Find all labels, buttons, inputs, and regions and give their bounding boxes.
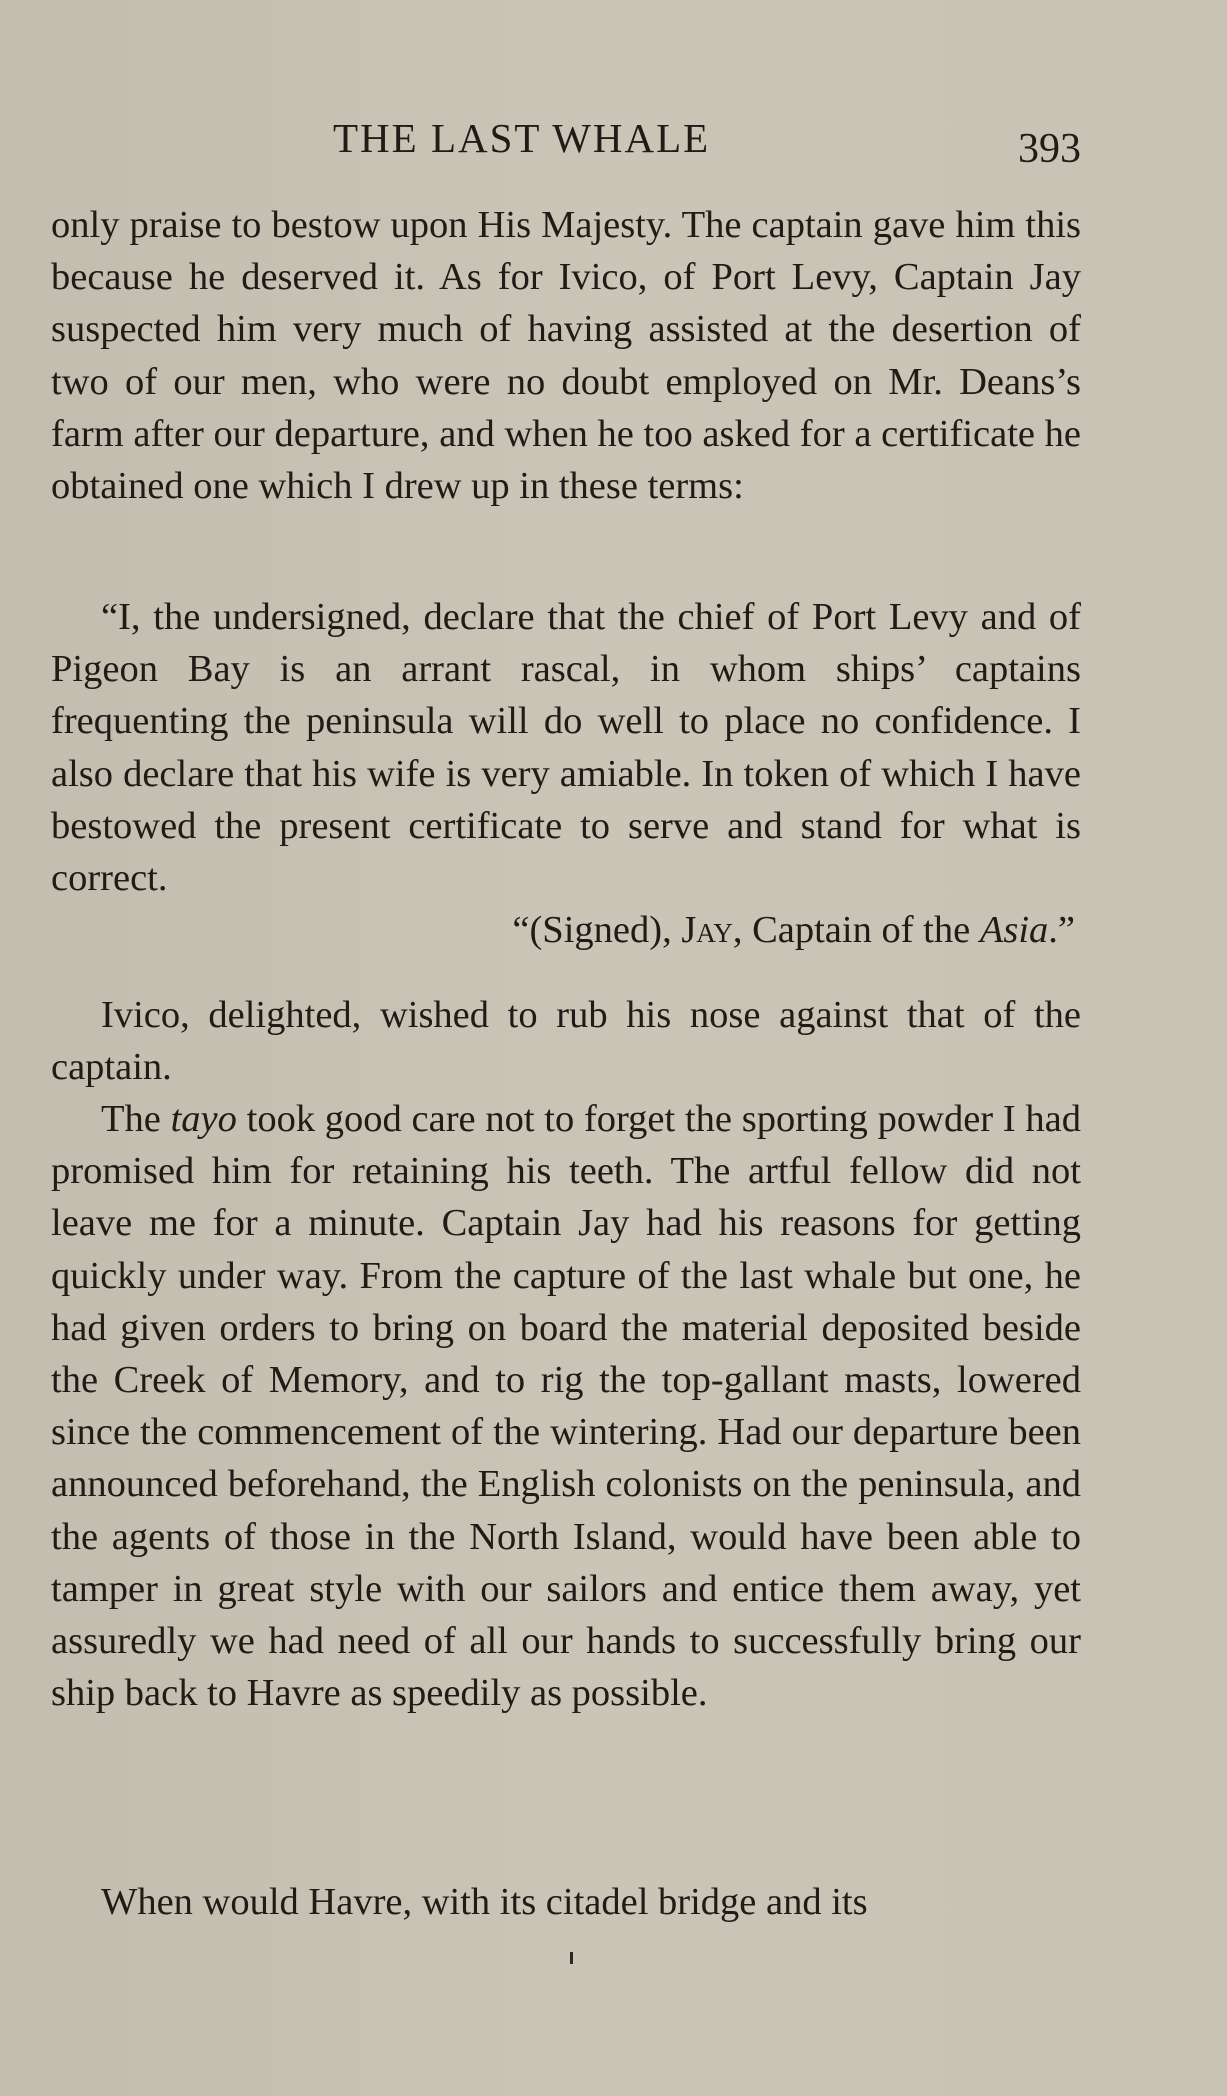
paragraph-text: When would Havre, with its citadel bridge and its bbox=[101, 1881, 868, 1923]
certificate-quote bbox=[51, 591, 1081, 904]
body-paragraph-2 bbox=[51, 989, 1081, 1093]
p3-italic-word: tayo bbox=[170, 1098, 237, 1140]
p3-prefix: The bbox=[101, 1098, 171, 1140]
body-paragraph-4 bbox=[51, 1876, 1081, 1928]
signature-prefix: “(Signed), bbox=[512, 909, 682, 951]
running-head: THE LAST WHALE bbox=[333, 115, 711, 161]
signature-middle: , Captain of the bbox=[732, 909, 980, 951]
signature-ship: Asia bbox=[979, 909, 1049, 951]
signature-name: Jay bbox=[681, 909, 733, 951]
body-paragraph-3 bbox=[51, 1093, 1081, 1719]
paragraph-text: only praise to bestow upon His Majesty. The captain gave him this because he deserved it. As for Ivico, of Port Levy, Captain Jay suspected him very much of having assisted at the desertion of two of our men, who were no doubt employed on Mr. Deans’s farm after our departure, and when he too asked for a certificate he obtained one which I drew up in these terms: bbox=[51, 204, 1081, 508]
signature-line bbox=[51, 904, 1081, 956]
p3-body: took good care not to forget the sporting powder I had promised him for retaining his teeth. The artful fellow did not leave me for a minute. Captain Jay had his reasons for getting quickly under way. From the capture of the last whale but one, he had given orders to bring on board the material deposited beside the Creek of Memory, and to rig the top-gallant masts, lowered since the commencement of the wintering. Had our departure been announced beforehand, the English colonists on the peninsula, and the agents of those in the North Island, would have been able to tamper in great style with our sailors and entice them away, yet assuredly we had need of all our hands to successfully bring our ship back to Havre as speedily as possible. bbox=[51, 1098, 1081, 1715]
paragraph-text bbox=[51, 1093, 1081, 1719]
page-number: 393 bbox=[1018, 126, 1081, 172]
quote-text: “I, the undersigned, declare that the chief of Port Levy and of Pigeon Bay is an arrant rascal, in whom ships’ captains frequenting the peninsula will do well to place no confidence. I also declare that his wife is very amiable. In token of which I have bestowed the present certificate to serve and stand for what is correct. bbox=[51, 596, 1081, 900]
signature-suffix: .” bbox=[1048, 909, 1075, 951]
paragraph-text: Ivico, delighted, wished to rub his nose against that of the captain. bbox=[51, 994, 1081, 1089]
certificate-signature bbox=[51, 904, 1081, 956]
body-paragraph-1 bbox=[51, 199, 1081, 512]
printer-mark bbox=[570, 1952, 573, 1964]
